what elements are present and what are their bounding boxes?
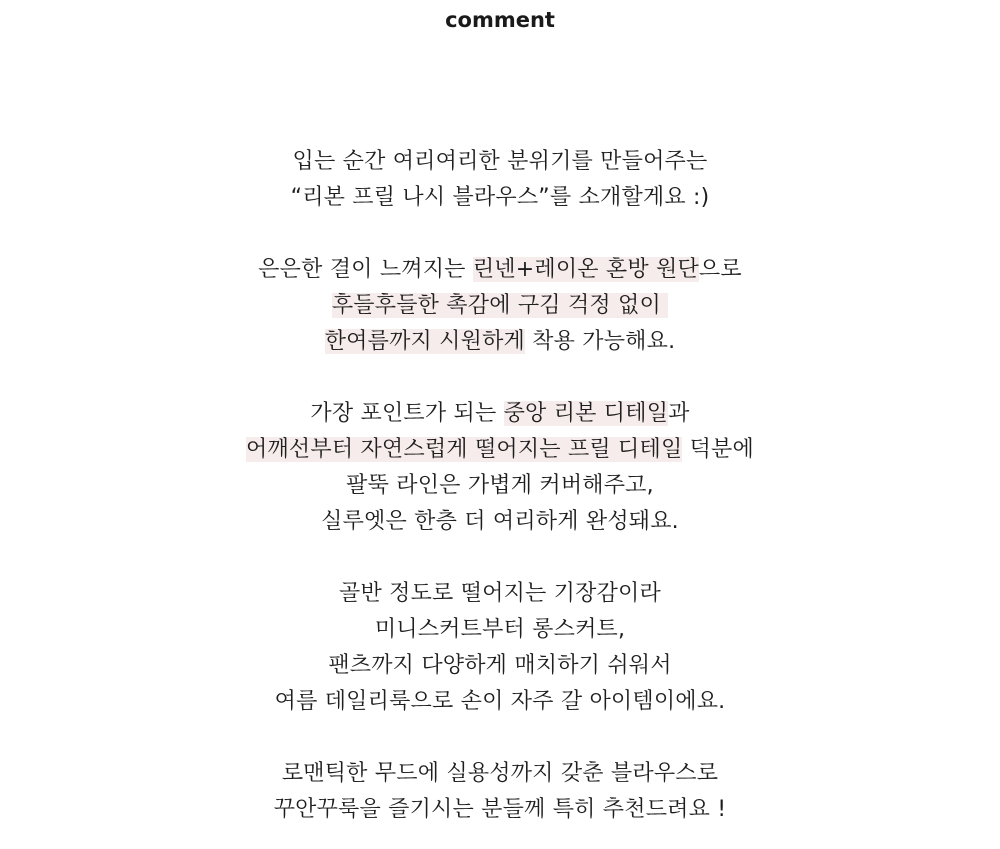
text-line bbox=[0, 432, 1000, 468]
text-segment: 실루엣은 한층 더 여리하게 완성돼요. bbox=[321, 509, 679, 534]
text-line bbox=[0, 180, 1000, 216]
text-segment: 미니스커트부터 롱스커트, bbox=[374, 617, 626, 642]
text-segment: 여름 데일리룩으로 손이 자주 갈 아이템이에요. bbox=[274, 689, 726, 714]
text-line bbox=[0, 684, 1000, 720]
text-segment: 가장 포인트가 되는 bbox=[310, 401, 504, 426]
comment-body bbox=[0, 144, 1000, 828]
highlighted-text: 어깨선부터 자연스럽게 떨어지는 프릴 디테일 bbox=[246, 437, 683, 462]
text-segment: 으로 bbox=[698, 257, 742, 282]
text-segment: 골반 정도로 떨어지는 기장감이라 bbox=[339, 581, 661, 606]
text-segment: 팔뚝 라인은 가볍게 커버해주고, bbox=[346, 473, 654, 498]
text-line bbox=[0, 612, 1000, 648]
text-segment: 은은한 결이 느껴지는 bbox=[258, 257, 473, 282]
text-segment: 입는 순간 여리여리한 분위기를 만들어주는 bbox=[292, 149, 708, 174]
text-segment: 과 bbox=[668, 401, 690, 426]
paragraph-gap bbox=[0, 216, 1000, 252]
highlighted-text: 중앙 리본 디테일 bbox=[503, 401, 669, 426]
text-segment: 팬츠까지 다양하게 매치하기 쉬워서 bbox=[328, 653, 672, 678]
text-segment: 로맨틱한 무드에 실용성까지 갖춘 블라우스로 bbox=[281, 761, 719, 786]
text-line bbox=[0, 144, 1000, 180]
highlighted-text: 후들후들한 촉감에 구김 걱정 없이 bbox=[331, 293, 669, 318]
text-segment: 덕분에 bbox=[682, 437, 754, 462]
text-line bbox=[0, 648, 1000, 684]
text-segment: “리본 프릴 나시 블라우스”를 소개할게요 :) bbox=[290, 185, 710, 210]
text-segment: 꾸안꾸룩을 즐기시는 분들께 특히 추천드려요 ! bbox=[273, 797, 727, 822]
text-line bbox=[0, 252, 1000, 288]
highlighted-text: 한여름까지 시원하게 bbox=[324, 329, 525, 354]
paragraph-gap bbox=[0, 720, 1000, 756]
text-line bbox=[0, 288, 1000, 324]
paragraph-gap bbox=[0, 540, 1000, 576]
section-title: comment bbox=[445, 8, 555, 32]
text-line bbox=[0, 576, 1000, 612]
paragraph-gap bbox=[0, 360, 1000, 396]
text-line bbox=[0, 756, 1000, 792]
text-line bbox=[0, 468, 1000, 504]
highlighted-text: 린넨+레이온 혼방 원단 bbox=[472, 257, 699, 282]
text-line bbox=[0, 324, 1000, 360]
text-line bbox=[0, 792, 1000, 828]
text-line bbox=[0, 504, 1000, 540]
text-line bbox=[0, 396, 1000, 432]
text-segment: 착용 가능해요. bbox=[524, 329, 676, 354]
